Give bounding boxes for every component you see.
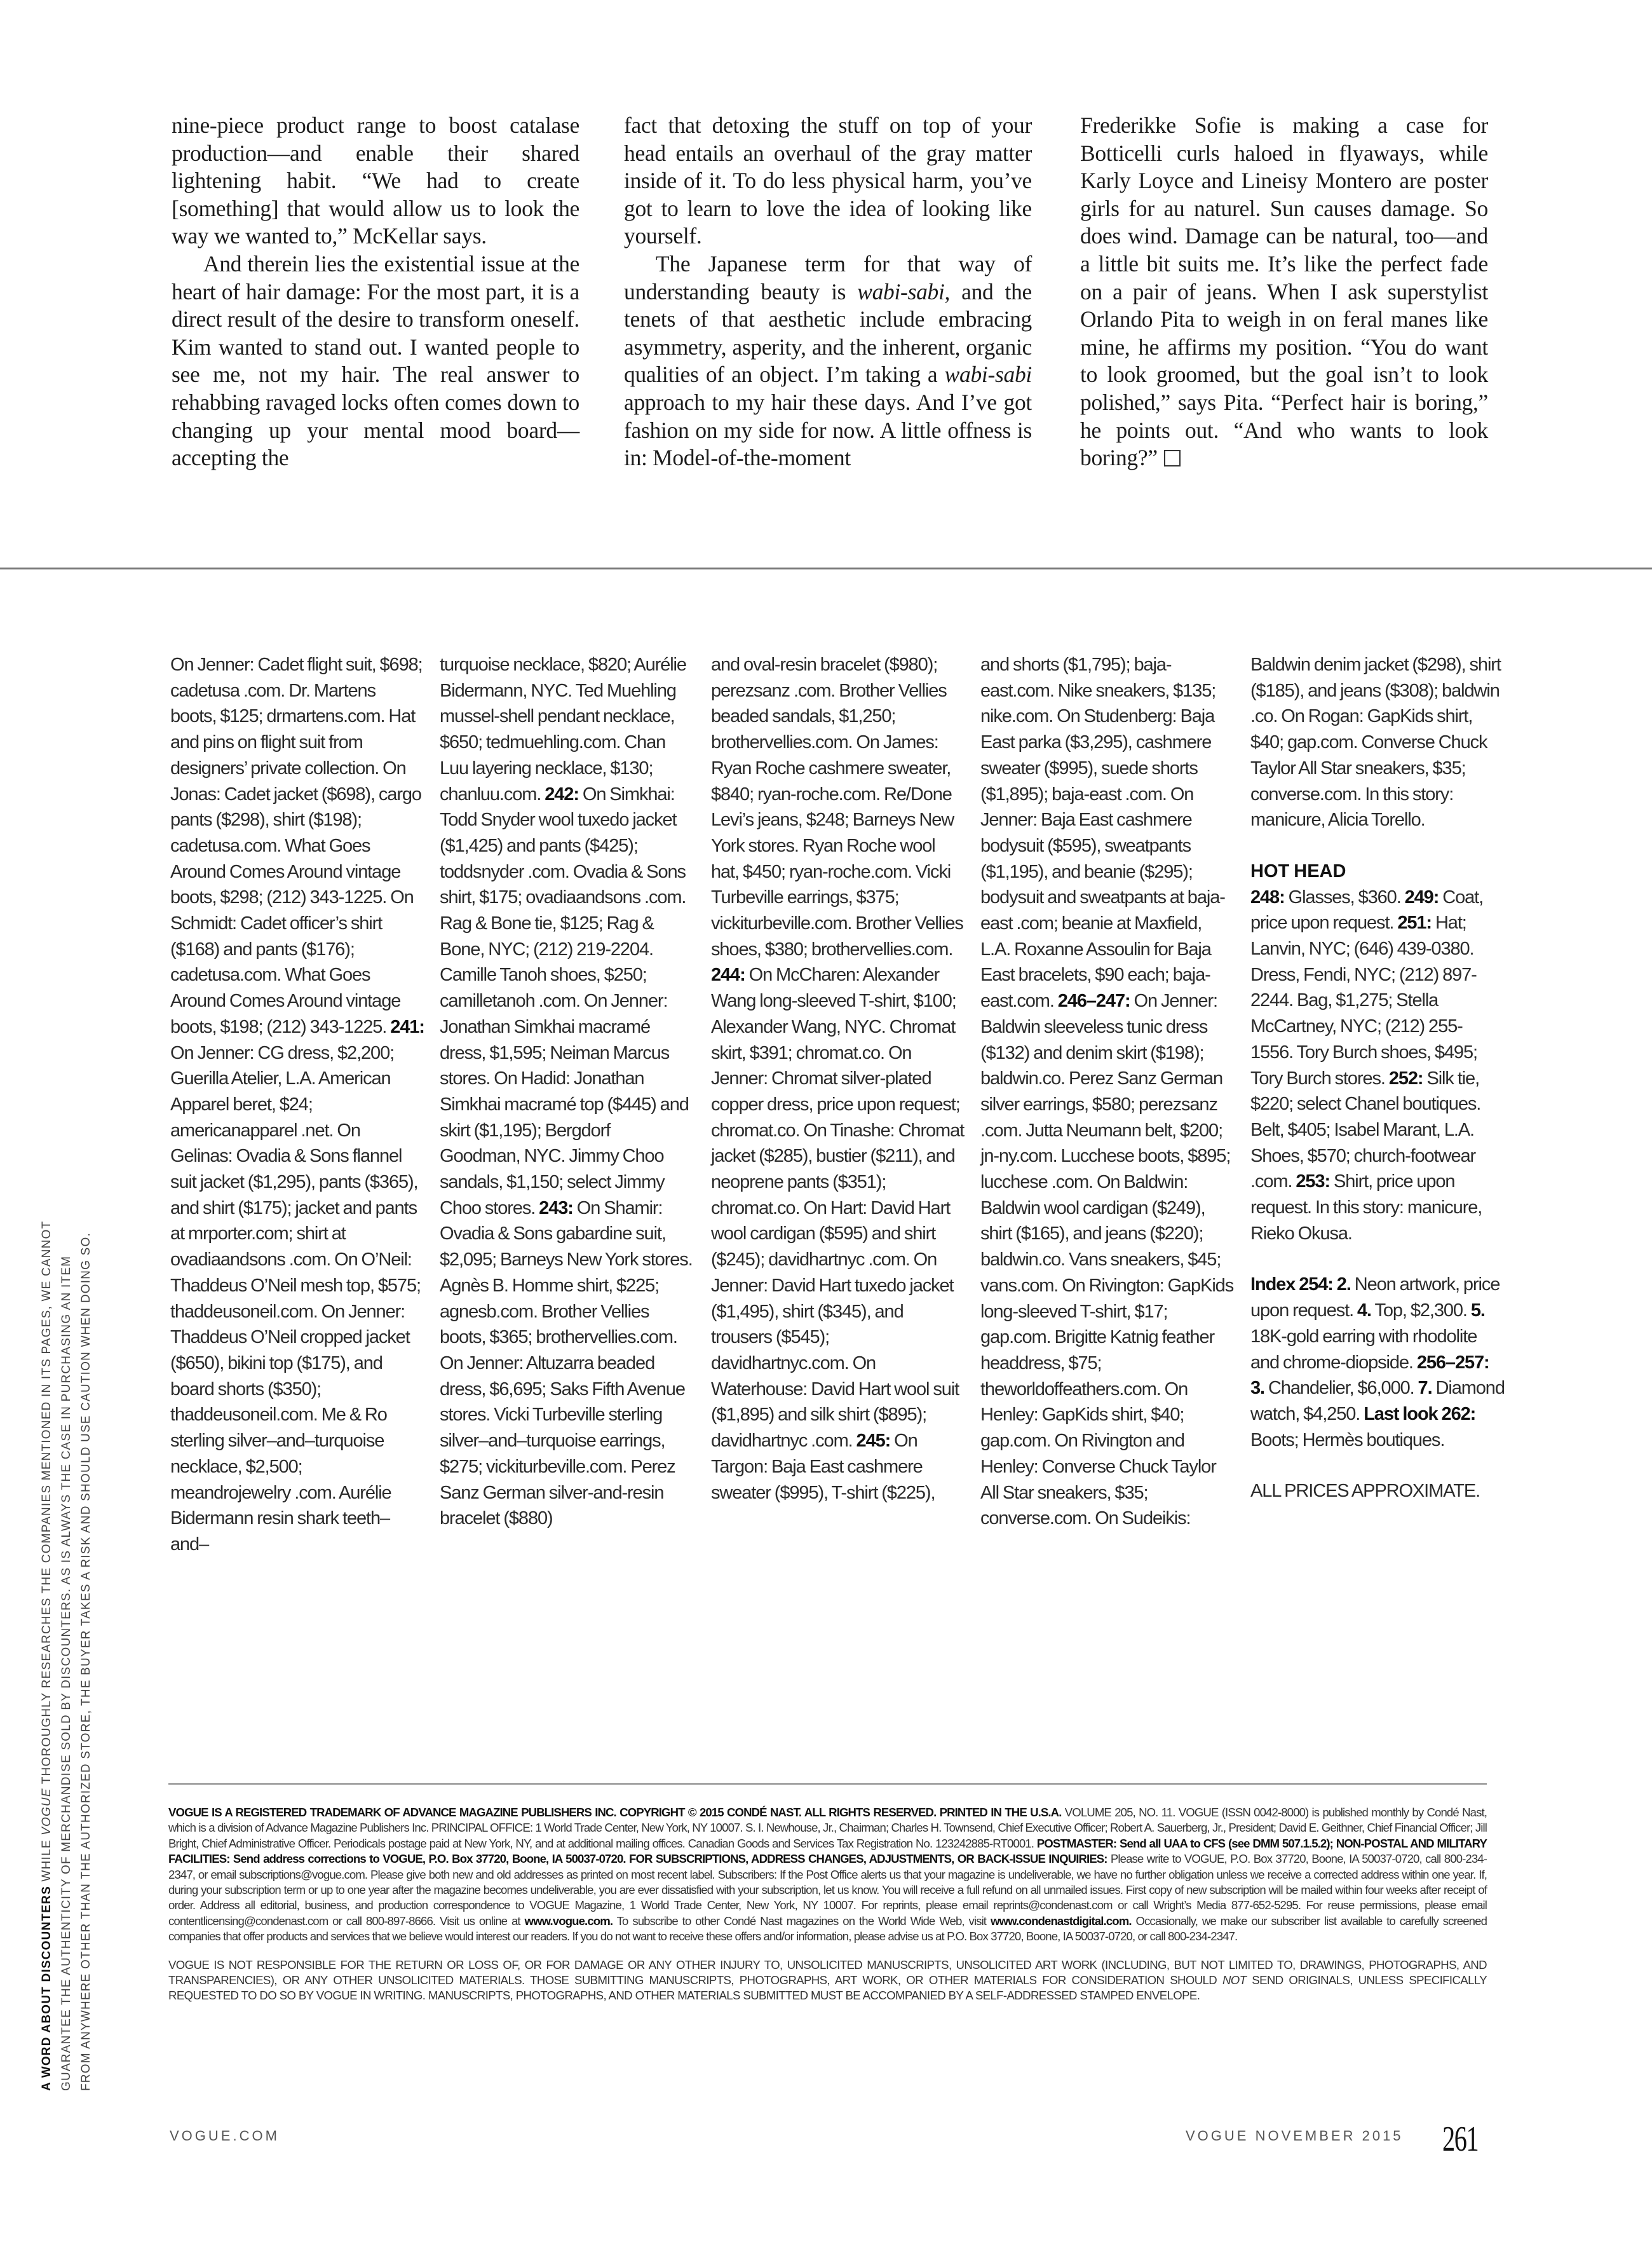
bold-label: 243: <box>539 1197 573 1218</box>
text-run: Coat, price upon request. <box>1250 887 1484 934</box>
credits-paragraph <box>1250 1272 1505 1453</box>
bold-label: 249: <box>1404 887 1439 908</box>
text-run: To subscribe to other Condé Nast magazines on the World Wide Web, visit <box>613 1914 991 1928</box>
text-run: On Jenner: Baldwin sleeveless tunic dress ($132) and denim skirt ($198); baldwin.co. Perez Sanz German silver earrings, $580; perezsanz .com. Jutta Neumann belt, $200; jn-ny.com. Lucchese boots, $895; lucchese .com. On Baldwin: Baldwin wool cardigan ($249), shirt ($165), and jeans ($220); baldwin.co. Vans sneakers, $45; vans.com. On Rivington: GapKids long-sleeved T-shirt, $17; gap.com. Brigitte Katnig feather headdress, $75; theworldoffeathers.com. On Henley: GapKids shirt, $40; gap.com. On Rivington and Henley: Converse Chuck Taylor All Star sneakers, $35; converse.com. On Sudeikis: <box>980 991 1234 1529</box>
footer-issue: VOGUE NOVEMBER 2015 <box>1186 2128 1404 2144</box>
article-paragraph <box>624 250 1032 472</box>
credits-section-heading: HOT HEAD <box>1250 861 1346 881</box>
bold-label: www.vogue.com. <box>524 1914 613 1928</box>
bold-label: 4. <box>1357 1300 1372 1321</box>
text-run: On Shamir: Ovadia & Sons gabardine suit, $2,095; Barneys New York stores. Agnès B. Homme shirt, $225; agnesb.com. Brother Vellies boots, $365; brothervellies.com. On Jenner: Altuzarra beaded dress, $6,695; Saks Fifth Avenue stores. Vicki Turbeville sterling silver–and–turquoise earrings, $275; vickiturbeville.com. Perez Sanz German silver-and-resin bracelet ($880) <box>440 1197 693 1529</box>
article-column-3 <box>1080 112 1488 472</box>
bold-label: 7. <box>1418 1378 1432 1399</box>
bold-label: 256–257: 3. <box>1250 1352 1489 1399</box>
bold-label: 241: <box>390 1016 424 1037</box>
credits-paragraph <box>170 652 424 1558</box>
section-divider <box>0 568 1652 569</box>
footer-website: VOGUE.COM <box>170 2128 280 2144</box>
text-run: The Japanese term for that way of understanding beauty is <box>624 250 1032 304</box>
italic-term: wabi-sabi <box>944 362 1032 388</box>
article-column-1 <box>172 112 579 472</box>
legal-divider <box>168 1783 1487 1785</box>
discounters-notice-line <box>57 1093 76 2091</box>
credits-paragraph <box>711 652 965 1506</box>
credits-paragraph <box>440 652 694 1532</box>
text-run: and oval-resin bracelet ($980); perezsanz .com. Brother Vellies beaded sandals, $1,250; brothervellies.com. On James: Ryan Roche cashmere sweater, $840; ryan-roche.com. Re/Done Levi’s jeans, $248; Barneys New York stores. Ryan Roche wool hat, $450; ryan-roche.com. Vicki Turbeville earrings, $375; vickiturbeville.com. Brother Vellies shoes, $380; brothervellies.com. <box>711 655 963 960</box>
text-run: and the tenets of that aesthetic include embracing asymmetry, asperity, and the inherent, organic qualities of an object. I’m taking a <box>624 278 1032 388</box>
text-run: Shirt, price upon request. In this story: manicure, Rieko Okusa. <box>1250 1171 1482 1244</box>
bold-label: 248: <box>1250 887 1285 908</box>
bold-label: Index 254: 2. <box>1250 1274 1351 1295</box>
article-paragraph: Frederikke Sofie is making a case for Botticelli curls haloed in flyaways, while Karly Loyce and Lineisy Montero are poster girls for au naturel. Sun causes damage. So does wind. Damage can be natural, too—and a little bit suits me. It’s like the perfect fade on a pair of jeans. When I ask superstylist Orlando Pita to weigh in on feral manes like mine, he affirms my position. “You do want to look groomed, but the goal isn’t to look polished,” says Pita. “Perfect hair is boring,” he points out. “And who wants to look boring?” <box>1080 112 1488 471</box>
bold-label: 253: <box>1296 1171 1330 1192</box>
bold-label: 245: <box>856 1431 891 1452</box>
unsolicited-materials-disclaimer <box>168 1957 1487 2004</box>
bold-label: 5. <box>1470 1300 1485 1321</box>
text-run: WHILE <box>40 1835 53 1886</box>
text-run: Glasses, $360. <box>1284 887 1405 908</box>
text-run: SEND ORIGINALS, UNLESS SPECIFICALLY REQUESTED TO DO SO BY VOGUE IN WRITING. MANUSCRIPTS, PHOTOGRAPHS, AND OTHER MATERIALS SUBMITTED MUST BE ACCOMPANIED BY A SELF-ADDRESSED STAMPED ENVELOPE. <box>168 1973 1487 2003</box>
article-column-2 <box>624 112 1032 472</box>
text-run: and shorts ($1,795); baja-east.com. Nike sneakers, $135; nike.com. On Studenberg: Baja East parka ($3,295), cashmere sweater ($995), suede shorts ($1,895); baja-east .com. On Jenner: Baja East cashmere bodysuit ($595), sweatpants ($1,195), and beanie ($295); bodysuit and sweatpants at baja-east .com; beanie at Maxfield, L.A. Roxanne Assoulin for Baja East bracelets, $90 each; baja-east.com. <box>980 655 1225 1012</box>
legal-notice <box>168 1805 1487 2004</box>
text-run: Hat; Lanvin, NYC; (646) 439-0380. Dress, Fendi, NYC; (212) 897-2244. Bag, $1,275; Stella McCartney, NYC; (212) 255-1556. Tory Burch shoes, $495; Tory Burch stores. <box>1250 913 1477 1089</box>
text-run: THOROUGHLY RESEARCHES THE COMPANIES MENTIONED IN ITS PAGES, WE CANNOT <box>40 1220 53 1788</box>
discounters-notice-line <box>37 1093 57 2091</box>
text-run: approach to my hair these days. And I’ve got fashion on my side for now. A little offness is in: Model-of-the-moment <box>624 389 1032 471</box>
text-run: Chandelier, $6,000. <box>1264 1378 1418 1399</box>
article-paragraph: And therein lies the existential issue at the heart of hair damage: For the most part, it is a direct result of the desire to transform oneself. Kim wanted to stand out. I wanted people to see me, not my hair. The real answer to rehabbing ravaged locks often comes down to changing up your mental mood board—accepting the <box>172 250 579 471</box>
bold-label: 242: <box>545 784 579 805</box>
text-run: Boots; Hermès boutiques. <box>1250 1429 1445 1450</box>
text-run: Baldwin denim jacket ($298), shirt ($185), and jeans ($308); baldwin .co. On Rogan: GapKids shirt, $40; gap.com. Converse Chuck Taylor All Star sneakers, $35; converse.com. In this story: manicure, Alicia Torello. <box>1250 655 1501 831</box>
credits-column-4 <box>980 652 1235 1532</box>
credits-paragraph <box>1250 885 1505 1247</box>
credits-column-5 <box>1250 652 1505 1504</box>
bold-label: www.condenastdigital.com. <box>990 1914 1132 1928</box>
text-run: ALL PRICES APPROXIMATE. <box>1250 1481 1480 1502</box>
italic-text: NOT <box>1222 1973 1247 1987</box>
bold-label: 252: <box>1388 1068 1423 1089</box>
text-run: 18K-gold earring with rhodolite and chrome-diopside. <box>1250 1326 1477 1373</box>
text-run: GUARANTEE THE AUTHENTICITY OF MERCHANDISE SOLD BY DISCOUNTERS. AS IS ALWAYS THE CASE IN PURCHASING AN ITEM <box>60 1255 73 2091</box>
text-run: Neon artwork, price upon request. <box>1250 1274 1500 1321</box>
text-run: VOLUME 205, NO. 11. VOGUE (ISSN 0042-8000) is published monthly by Condé Nast, which is a division of Advance Magazine Publishers Inc. PRINCIPAL OFFICE: 1 World Trade Center, New York, NY 10007. S. I. Newhouse, Jr., Chairman; Charles H. Townsend, Chief Executive Officer; Robert A. Sauerberg, Jr., President; David E. Geithner, Chief Financial Officer; Jill Bright, Chief Administrative Officer. Periodicals postage paid at New York, NY, and at additional mailing offices. Canadian Goods and Services Tax Registration No. 123242885-RT0001. <box>168 1806 1487 1850</box>
italic-text: VOGUE <box>40 1788 53 1835</box>
publishing-statement <box>168 1805 1487 1945</box>
italic-term: wabi-sabi, <box>857 278 951 304</box>
bold-label: POSTMASTER: Send all UAA to CFS (see DMM 507.1.5.2); NON-POSTAL AND MILITARY FACILITIES: Send address corrections to VOGUE, P.O. Box 37720, Boone, IA 50037-0720. FOR SUBSCRIPTIONS, ADDRESS CHANGES, ADJUSTMENTS, OR BACK-ISSUE INQUIRIES: <box>168 1836 1487 1866</box>
text-run: On Targon: Baja East cashmere sweater ($995), T-shirt ($225), <box>711 1431 935 1503</box>
credits-paragraph <box>1250 652 1505 833</box>
bold-label: 244: <box>711 965 745 986</box>
credits-paragraph <box>1250 1478 1505 1504</box>
page-number: 261 <box>1442 2120 1479 2159</box>
bold-label: 251: <box>1397 913 1432 934</box>
discounters-notice <box>37 1093 96 2091</box>
credits-column-1 <box>170 652 424 1558</box>
bold-label: Last look 262: <box>1364 1403 1476 1424</box>
text-run: Please write to VOGUE, P.O. Box 37720, Boone, IA 50037-0720, call 800-234-2347, or email subscriptions@vogue.com. Please give both new and old addresses as printed on most recent label. Subscribers: If the Post Office alerts us that your magazine is undeliverable, we have no further obligation unless we receive a corrected address within one year. If, during your subscription term or up to one year after the magazine becomes undeliverable, you are ever dissatisfied with your subscription, let us know. You will receive a full refund on all unmailed issues. First copy of new subscription will be mailed within four weeks after receipt of order. Address all editorial, business, and production correspondence to VOGUE Magazine, 1 World Trade Center, New York, NY 10007. For reprints, please email reprints@condenast.com or call Wright’s Media 877-652-5295. For reuse permissions, please email contentlicensing@condenast.com or call 800-897-8666. Visit us online at <box>168 1852 1487 1928</box>
text-run: Occasionally, we make our subscriber list available to carefully screened companies that offer products and services that we believe would interest our readers. If you do not want to receive these offers and/or information, please advise us at P.O. Box 37720, Boone, IA 50037-0720, or call 800-234-2347. <box>168 1914 1487 1943</box>
article-paragraph: fact that detoxing the stuff on top of your head entails an overhaul of the gray matter inside of it. To do less physical harm, you’ve got to learn to love the idea of looking like yourself. <box>624 112 1032 249</box>
text-run: Diamond watch, $4,250. <box>1250 1378 1505 1424</box>
text-run: VOGUE IS NOT RESPONSIBLE FOR THE RETURN OR LOSS OF, OR FOR DAMAGE OR ANY OTHER INJURY TO, UNSOLICITED MANUSCRIPTS, UNSOLICITED ART WORK (INCLUDING, BUT NOT LIMITED TO, DRAWINGS, PHOTOGRAPHS, AND TRANSPARENCIES), OR ANY OTHER UNSOLICITED MATERIALS. THOSE SUBMITTING MANUSCRIPTS, PHOTOGRAPHS, ART WORK, OR OTHER MATERIALS FOR CONSIDERATION SHOULD <box>168 1957 1487 1987</box>
text-run: On Jenner: CG dress, $2,200; Guerilla Atelier, L.A. American Apparel beret, $24; americanapparel .net. On Gelinas: Ovadia & Sons flannel suit jacket ($1,295), pants ($365), and shirt ($175); jacket and pants at mrporter.com; shirt at ovadiaandsons .com. On O’Neil: Thaddeus O’Neil mesh top, $575; thaddeusoneil.com. On Jenner: Thaddeus O’Neil cropped jacket ($650), bikini top ($175), and board shorts ($350); thaddeusoneil.com. Me & Ro sterling silver–and–turquoise necklace, $2,500; meandrojewelry .com. Aurélie Bidermann resin shark teeth–and– <box>170 1042 421 1555</box>
text-run: On Simkhai: Todd Snyder wool tuxedo jacket ($1,425) and pants ($425); toddsnyder .com. Ovadia & Sons shirt, $175; ovadiaandsons .com. Rag & Bone tie, $125; Rag & Bone, NYC; (212) 219-2204. Camille Tanoh shoes, $250; camilletanoh .com. On Jenner: Jonathan Simkhai macramé dress, $1,595; Neiman Marcus stores. On Hadid: Jonathan Simkhai macramé top ($445) and skirt ($1,195); Bergdorf Goodman, NYC. Jimmy Choo sandals, $1,150; select Jimmy Choo stores. <box>440 784 689 1218</box>
text-run: turquoise necklace, $820; Aurélie Bidermann, NYC. Ted Muehling mussel-shell pendant necklace, $650; tedmuehling.com. Chan Luu layering necklace, $130; chanluu.com. <box>440 655 686 805</box>
text-run: Top, $2,300. <box>1371 1300 1471 1321</box>
credits-column-2 <box>440 652 694 1532</box>
article-paragraph: nine-piece product range to boost catalase production—and enable their shared lightening habit. “We had to create [something] that would allow us to look the way we wanted to,” McKellar says. <box>172 112 579 249</box>
credits-paragraph <box>980 652 1235 1532</box>
text-run: FROM ANYWHERE OTHER THAN THE AUTHORIZED STORE, THE BUYER TAKES A RISK AND SHOULD USE CAUTION WHEN DOING SO. <box>79 1232 93 2091</box>
text-run: On Jenner: Cadet flight suit, $698; cadetusa .com. Dr. Martens boots, $125; drmartens.com. Hat and pins on flight suit from designers’ private collection. On Jonas: Cadet jacket ($698), cargo pants ($298), shirt ($198); cadetusa.com. What Goes Around Comes Around vintage boots, $298; (212) 343-1225. On Schmidt: Cadet officer’s shirt ($168) and pants ($176); cadetusa.com. What Goes Around Comes Around vintage boots, $198; (212) 343-1225. <box>170 655 423 1037</box>
bold-label: A WORD ABOUT DISCOUNTERS <box>40 1886 53 2091</box>
credits-column-3 <box>711 652 965 1506</box>
end-of-article-square-icon <box>1164 450 1181 466</box>
text-run: On McCharen: Alexander Wang long-sleeved T-shirt, $100; Alexander Wang, NYC. Chromat skirt, $391; chromat.co. On Jenner: Chromat silver-plated copper dress, price upon request; chromat.co. On Tinashe: Chromat jacket ($285), bustier ($211), and neoprene pants ($351); chromat.co. On Hart: David Hart wool cardigan ($595) and shirt ($245); davidhartnyc .com. On Jenner: David Hart tuxedo jacket ($1,495), shirt ($345), and trousers ($545); davidhartnyc.com. On Waterhouse: David Hart wool suit ($1,895) and silk shirt ($895); davidhartnyc .com. <box>711 965 965 1452</box>
bold-label: 246–247: <box>1057 991 1130 1012</box>
bold-label: VOGUE IS A REGISTERED TRADEMARK OF ADVANCE MAGAZINE PUBLISHERS INC. COPYRIGHT © 2015 CONDÉ NAST. ALL RIGHTS RESERVED. PRINTED IN THE U.S.A. <box>168 1806 1062 1819</box>
discounters-notice-line <box>76 1093 96 2091</box>
text-run: Silk tie, $220; select Chanel boutiques. Belt, $405; Isabel Marant, L.A. Shoes, $570; church-footwear .com. <box>1250 1068 1481 1192</box>
